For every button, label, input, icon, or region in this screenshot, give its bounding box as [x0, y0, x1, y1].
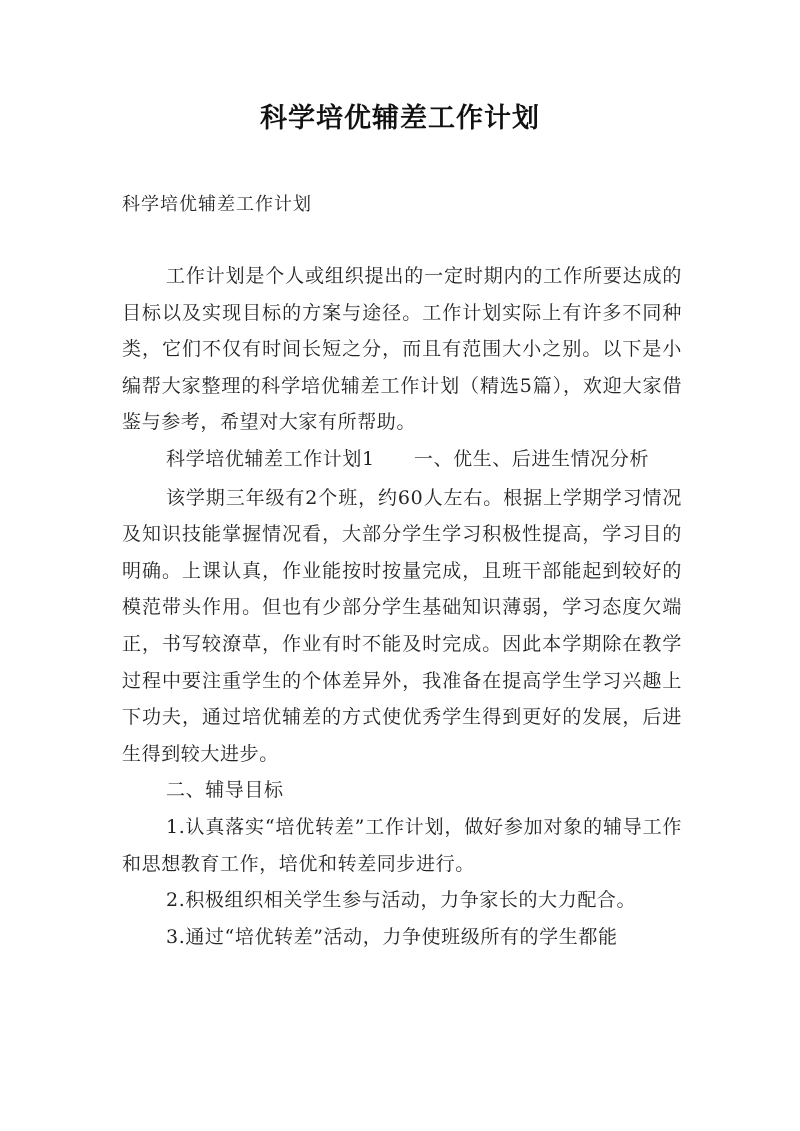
goal-item-3: 3.通过“培优转差”活动，力争使班级所有的学生都能	[166, 925, 618, 948]
document-body	[122, 258, 682, 955]
section-heading-plan-1: 科学培优辅差工作计划1 一、优生、后进生情况分析	[166, 447, 650, 470]
situation-analysis-paragraph: 该学期三年级有2个班，约60人左右。根据上学期学习情况及知识技能掌握情况看，大部分学生学习积极性提高，学习目的明确。上课认真，作业能按时按量完成，且班干部能起到较好的模范带头作用。但也有少部分学生基础知识薄弱，学习态度欠端正，书写较潦草，作业有时不能及时完成。因此本学期除在教学过程中要注重学生的个体差异外，我准备在提高学生学习兴趣上下功夫，通过培优辅差的方式使优秀学生得到更好的发展，后进生得到较大进步。	[122, 486, 682, 765]
goal-item-2: 2.积极组织相关学生参与活动，力争家长的大力配合。	[166, 889, 637, 912]
section-heading-goals: 二、辅导目标	[166, 779, 284, 802]
intro-paragraph: 工作计划是个人或组织提出的一定时期内的工作所要达成的目标以及实现目标的方案与途径。工作计划实际上有许多不同种类，它们不仅有时间长短之分，而且有范围大小之别。以下是小编帮大家整理的科学培优辅差工作计划（精选5篇），欢迎大家借鉴与参考，希望对大家有所帮助。	[122, 265, 682, 434]
document-subtitle: 科学培优辅差工作计划	[122, 194, 312, 215]
document-title: 科学培优辅差工作计划	[260, 103, 540, 134]
goal-item-1: 1.认真落实“培优转差”工作计划，做好参加对象的辅导工作和思想教育工作，培优和转差同步进行。	[122, 815, 682, 875]
